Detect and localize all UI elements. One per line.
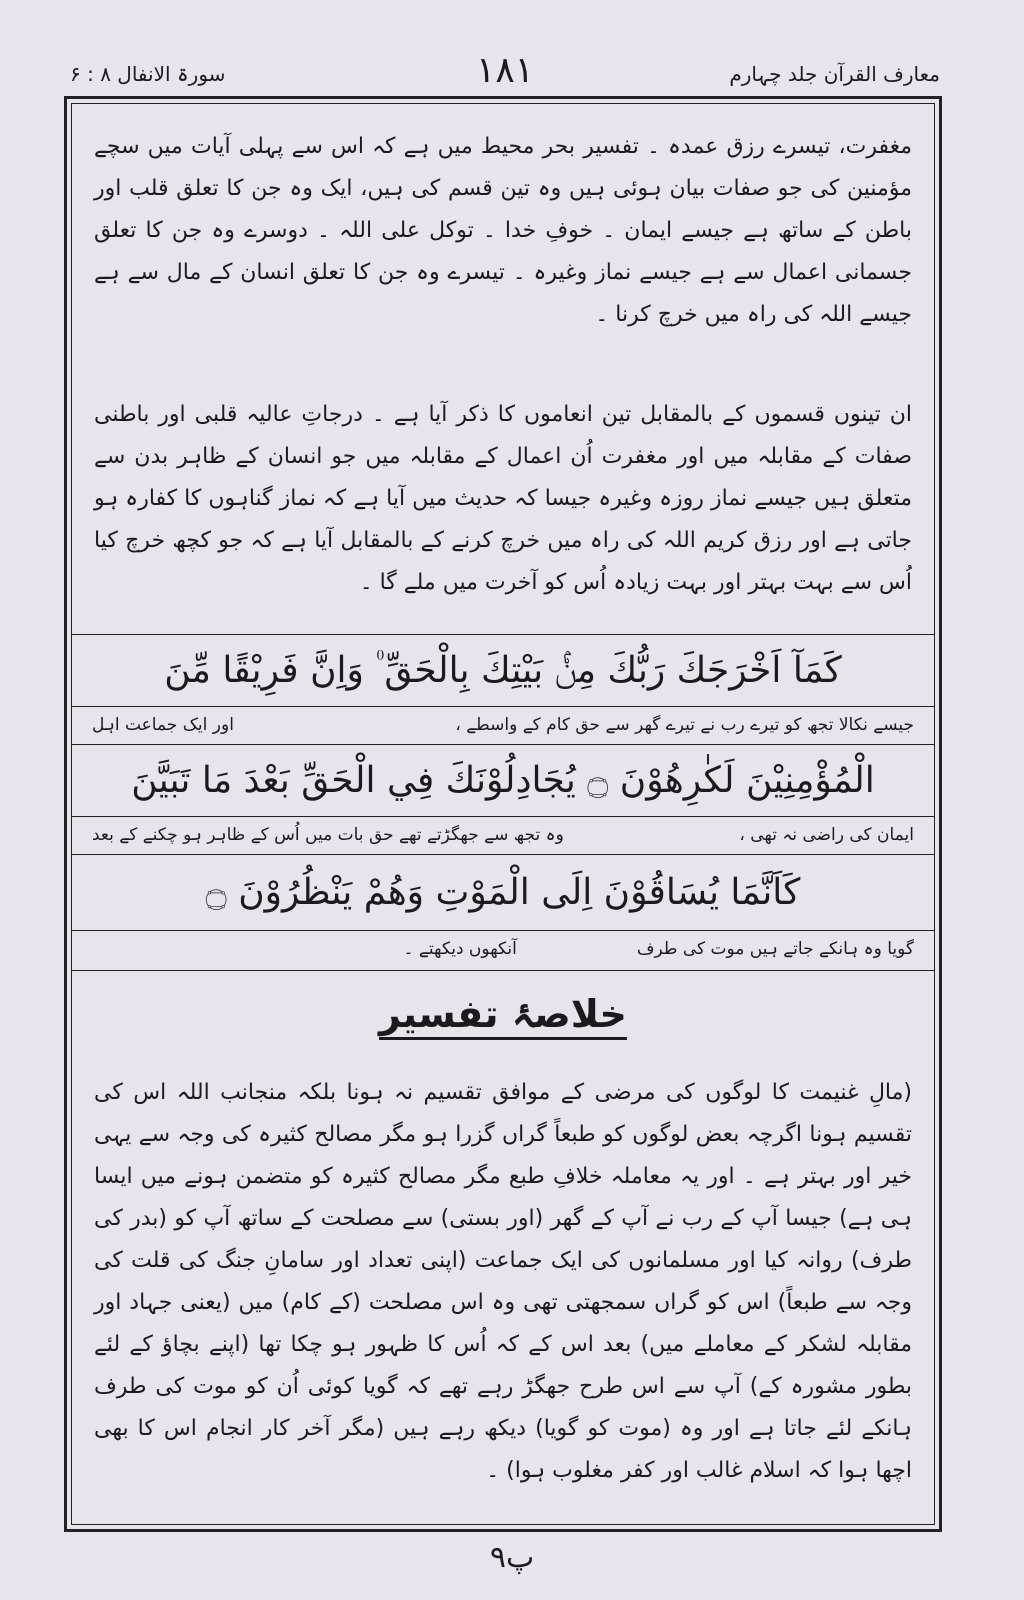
tafseer-paragraph-2: ان تینوں قسموں کے بالمقابل تین انعاموں کا ذکر آیا ہے ۔ درجاتِ عالیہ قلبی اور باطنی صفات کے مقابلہ میں اور مغفرت اُن اعمال کے مقابلہ میں جو انسان کے ظاہر بدن سے متعلق ہیں جیسے نماز روزہ وغیرہ جیسا کہ حدیث میں آیا ہے کہ نماز گناہوں کا کفارہ ہو جاتی ہے اور رزق کریم اللہ کی راہ میں خرچ کرنے کے بالمقابل آیا ہے کہ جو کچھ خرچ کیا اُس سے بہت بہتر اور بہت زیادہ اُس کو آخرت میں ملے گا ۔ [94,402,912,595]
divider [72,854,934,855]
divider [72,634,934,635]
page-frame [64,96,942,1532]
verse-arabic-3: كَاَنَّمَا يُسَاقُوْنَ اِلَى الْمَوْتِ وَهُمْ يَنْظُرُوْنَ ۝ [205,872,801,913]
translation-part: گویا وہ ہانکے جاتے ہیں موت کی طرف [636,939,914,959]
translation-part: آنکھوں دیکھتے ۔ [403,939,517,959]
divider [72,744,934,745]
summary-heading: خلاصۂ تفسیر [379,992,627,1036]
translation-part: وہ تجھ سے جھگڑتے تھے حق بات میں اُس کے ظاہر ہو چکنے کے بعد [92,825,564,845]
book-title: معارف القرآن جلد چہارم [729,62,940,86]
verse-translation-3 [92,932,914,966]
surah-reference: سورۃ الانفال ۸ : ۶ [70,62,226,86]
divider [72,930,934,931]
divider [72,970,934,971]
content-box [71,103,935,1525]
divider [72,816,934,817]
divider [72,706,934,707]
verse-arabic-1: كَمَآ اَخْرَجَكَ رَبُّكَ مِنْۢ بَيْتِكَ بِالْحَقِّ ۠ وَاِنَّ فَرِيْقًا مِّنَ [164,650,842,691]
translation-part: جیسے نکالا تجھ کو تیرے رب نے تیرے گھر سے حق کام کے واسطے ، [455,715,914,735]
verse-translation-2 [92,818,914,852]
tafseer-paragraph-1: مغفرت، تیسرے رزق عمدہ ۔ تفسیر بحر محیط میں ہے کہ اس سے پہلی آیات میں سچے مؤمنین کی جو صفات بیان ہوئی ہیں وہ تین قسم کی ہیں، ایک وہ جن کا تعلق قلب اور باطن کے ساتھ ہے جیسے ایمان ۔ خوفِ خدا ۔ توکل علی اللہ ۔ دوسرے وہ جن کا تعلق جسمانی اعمال سے ہے جیسے نماز وغیرہ ۔ تیسرے وہ جن کا تعلق انسان کے مال سے ہے جیسے اللہ کی راہ میں خرچ کرنا ۔ [94,134,912,327]
summary-paragraph: (مالِ غنیمت کا لوگوں کی مرضی کے موافق تقسیم نہ ہونا بلکہ منجانب اللہ اس کی تقسیم ہونا اگرچہ بعض لوگوں کو طبعاً گراں گزرا ہو مگر مصالح کثیرہ کی وجہ سے یہی خیر اور بہتر ہے ۔ اور یہ معاملہ خلافِ طبع مگر مصالح کثیرہ کو متضمن ہونے میں ایسا ہی ہے) جیسا آپ کے رب نے آپ کے گھر (اور بستی) سے مصلحت کے ساتھ آپ کو (بدر کی طرف) روانہ کیا اور مسلمانوں کی ایک جماعت (اپنی تعداد اور سامانِ جنگ کی قلت کی وجہ سے طبعاً) اس کو گراں سمجھتی تھی وہ اس مصلحت (کے کام) میں (یعنی جہاد اور مقابلہ لشکر کے معاملے میں) بعد اس کے کہ اُس کا ظہور ہو چکا تھا (اپنے بچاؤ کے لئے بطور مشورہ کے) آپ سے اس طرح جھگڑ رہے تھے کہ گویا کوئی اُن کو موت کی طرف ہانکے لئے جاتا ہے اور وہ (موت کو گویا) دیکھ رہے ہیں (مگر آخر کار انجام اس کا بھی اچھا ہوا کہ اسلام غالب اور کفر مغلوب ہوا) ۔ [94,1080,912,1483]
page-header [70,50,940,98]
translation-part: اور ایک جماعت اہل [92,715,234,735]
translation-part: ایمان کی راضی نہ تھی ، [739,825,914,845]
verse-translation-1 [92,708,914,742]
verse-arabic-2: الْمُؤْمِنِيْنَ لَكٰرِهُوْنَ ۝ يُجَادِلُوْنَكَ فِي الْحَقِّ بَعْدَ مَا تَبَيَّنَ [131,760,875,801]
page-number: ۱۸۱ [475,50,534,91]
footer-mark: ۹پ [489,1540,535,1575]
